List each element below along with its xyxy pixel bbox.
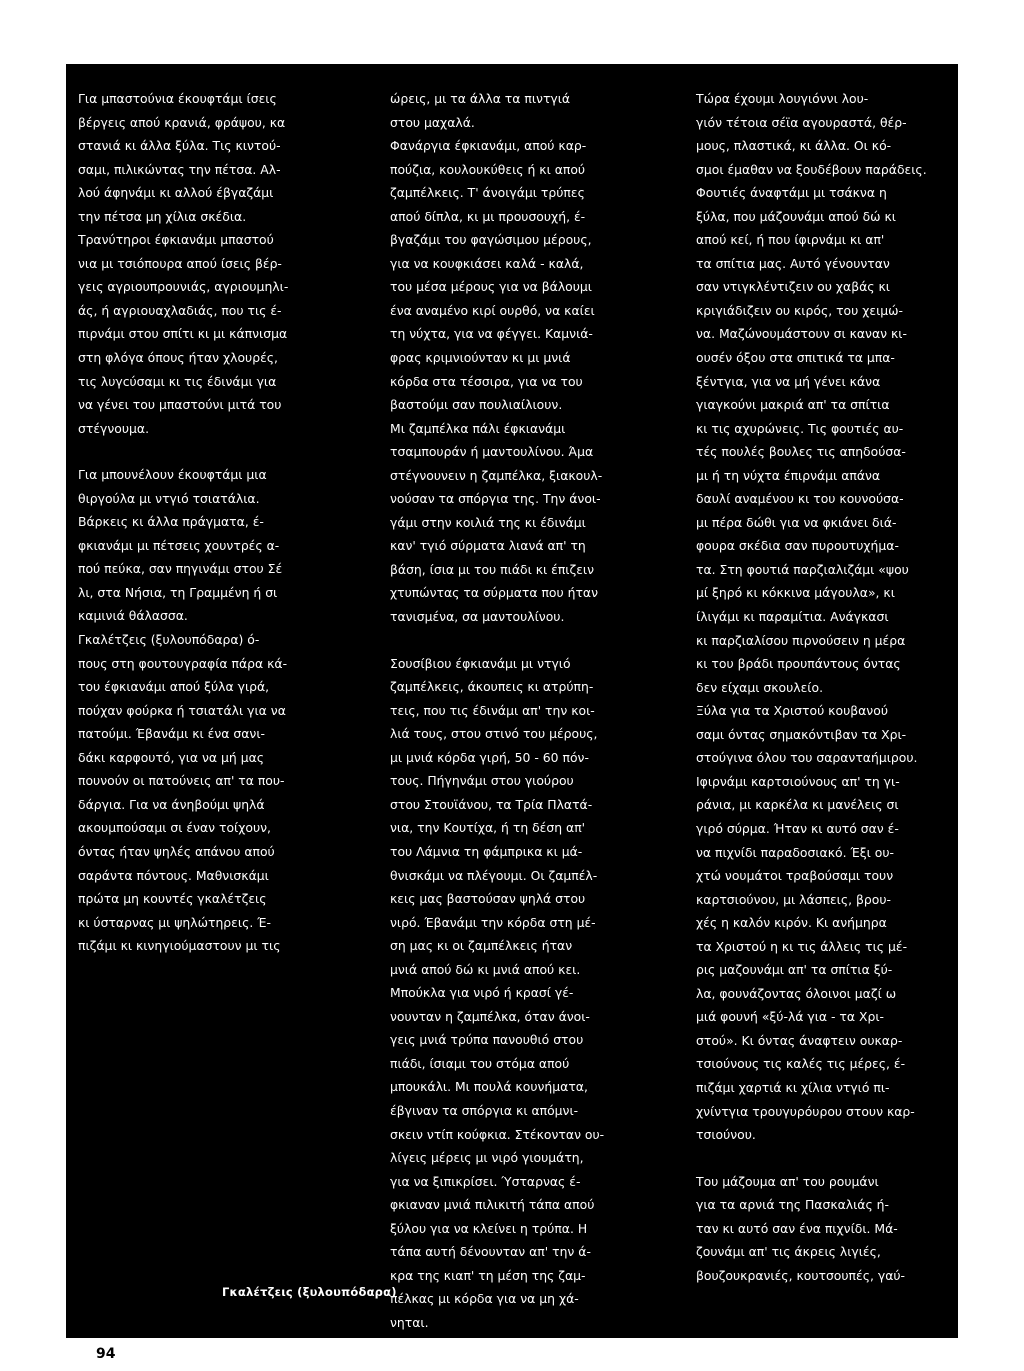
paragraph: Φανάργια έφκιανάμι, απού καρ- πούζια, κουλουκύθεις ή κι απού ζαμπέλκεις. Τ' άνοιγάμι τρύπες απού δίπλα, κι μι προυσουχή, έ- βγαζάμι του φαγώσιμου μέρους, για να κουφκιάσει καλά - καλά, του μέσα μέρους για να βάλουμι ένα αναμένο κιρί ουρθό, να καίει τη νύχτα, για να φέγγει. Καμνιά- φρας κριμνιούνταν κι μι μνιά κόρδα στα τέσσιρα, για να του βαστούμι σαν πουλιαίλιουν. bbox=[390, 138, 595, 413]
paragraph: Για μπουνέλουν έκουφτάμι μια θιργούλα μι ντγιό τσιατάλια. bbox=[78, 467, 267, 506]
paragraph: Ιφιρνάμι καρτσιούνους απ' τη γι- ράνια, μι καρκέλα κι μανέλεις σι γιρό σύρμα. Ήταν κι αυτό σαν έ- να πιχνίδι παραδοσιακό. Έξι ου- χτώ νουμάτοι τραβούσαμι τουν καρτσιούνου, μι λάσπεις, βρου- χές η καλόν κιρόν. Κι ανήμηρα τα Χριστού η κι τις άλλεις τις μέ- ρις μαζουνάμι απ' τα σπίτια ξύ- λα, φουνάζοντας όλοινοι μαζί ω μιά φουνή «ξύ-λά για - τα Χρι- στού». Κι όντας άναφτειν ουκαρ- τσιούνους τις καλές τις μέρες, έ- πιζάμι χαρτιά κι χίλια ντγιό πι- χνίντγια τρουγυρόυρου στουν καρ- τσιούνου. bbox=[696, 773, 915, 1143]
paragraph: Φουτιές άναφτάμι μι τσάκνα η ξύλα, που μάζουνάμι απού δώ κι απού κεί, ή που ίφιρνάμι κι απ' τα σπίτια μας. Αυτό γένουνταν σαν ντιγκλέντιζειν ου χαβάς κι κριγιάδιζειν ου κιρός, του χειμώ- να. Μαζώνουμάστουν σι καναν κι- ουσέν όξου στα σπιτικά τα μπα- ξέντγια, για να μή γένει κάνα γιαγκούνι μακριά απ' τα σπίτια κι τις αχυρώνεις. Τις φουτιές αυ- τές πουλές βουλες τις απηδούσα- μι ή τη νύχτα έπιρνάμι απάνα δαυλί αναμένου κι του κουνούσα- μι πέρα δώθι για να φκιάνει διά- φουρα σκέδια σαν πυρουτυχήμα- τα. Στη φουτιά παρζιαλιζάμι «ψου μί ξηρό κι κόκκινα μάγουλα», κι ίλιγάμι κι παραμίτια. Ανάγκασι κι παρζιαλίσου πιρνούσειν η μέρα κι του βράδι προυπάντους όντας δεν είχαμι σκουλείο. bbox=[696, 185, 909, 695]
paragraph: ώρεις, μι τα άλλα τα πιντγιά στου μαχαλά. bbox=[390, 91, 571, 130]
paragraph: Τρανύτηροι έφκιανάμι μπαστού νια μι τσιόπουρα απού ίσεις βέρ- γεις αγριουπρουνιάς, αγριουμηλι- άς, ή αγριουαχλαδιάς, που τις έ- πιρνάμι στου σπίτι κι μι κάπνισμα στη φλόγα όπους ήταν χλουρές, τις λυγcύσαμι κι τις έδινάμι για να γένει του μπαστούνι μιτά του στέγνουμα. bbox=[78, 232, 289, 436]
text-column-2 bbox=[390, 87, 674, 1334]
paragraph: Μπούκλα για νιρό ή κρασί γέ- νουνταν η ζαμπέλκα, όταν άνοι- γεις μνιά τρύπα πανουθιό στου πιάδι, ίσιαμι του στόμα απού μπουκάλι. Μι πουλά κουνήματα, έβγιναν τα σπόργια κι απόμνι- σκειν ντίπ κούφκια. Στέκονταν ου- λίγεις μέρεις μι νιρό γιουμάτη, για να ξιπικρίσει. Ύσταρνας έ- φκιαναν μνιά πιλικιτή τάπα απού ξύλου για να κλείνει η τρύπα. Η τάπα αυτή δένουνταν απ' την ά- κρα της κιαπ' τη μέση της ζαμ- πέλκας μι κόρδα για να μη χά- νηται. bbox=[390, 985, 605, 1330]
paragraph: Ξύλα για τα Χριστού κουβανού σαμι όντας σημακόντιβαν τα Χρι- στούγινα όλου του σαρανταήμιρου. bbox=[696, 703, 918, 766]
paragraph: Μι ζαμπέλκα πάλι έφκιανάμι τσαμπουράν ή μαντουλίνου. Άμα στέγνουνειν η ζαμπέλκα, ξιακουλ- νούσαν τα σπόργια της. Την άνοι- γάμι στην κοιλιά της κι έδινάμι καν' τγιό σύρματα λιανά απ' τη βάση, ίσια μι του πιάδι κι έπιζειν χτυπώντας τα σύρματα που ήταν τανισμένα, σα μαντουλίνου. bbox=[390, 420, 603, 625]
photo-caption: Γκαλέτζεις (ξυλουπόδαρα) bbox=[222, 1285, 397, 1299]
page-number: 94 bbox=[96, 1346, 116, 1362]
text-column-3 bbox=[696, 87, 958, 1287]
text-column-1 bbox=[78, 87, 352, 958]
paragraph: Βάρκεις κι άλλα πράγματα, έ- φκιανάμι μι πέτσεις χουντρές α- πού πεύκα, σαν πηγινάμι στου Σέ λι, στα Νήσια, τη Γραμμένη ή σι καμινιά θάλασσα. bbox=[78, 514, 283, 624]
paragraph: Τώρα έχουμι λουγιόννι λου- γιόν τέτοια σέϊα αγουραστά, θέρ- μους, πλαστικά, κι άλλα. Οι κό- σμοι έμαθαν να ξουδέβουν παράδεις. bbox=[696, 91, 927, 177]
paragraph: Γκαλέτζεις (ξυλουπόδαρα) ό- πους στη φουτουγραφία πάρα κά- του έφκιανάμι απού ξύλα γιρά, πούχαν φούρκα ή τσιατάλι για να πατούμι. Έβανάμι κι ένα σανι- δάκι καρφουτό, για να μή μας πουνούν οι πατούνεις απ' τα που- δάργια. Για να άνηβούμι ψηλά ακουμπούσαμι σι έναν τοίχουν, όντας ήταν ψηλές απάνου απού σαράντα πόντους. Μαθνισκάμι πρώτα μη κουντές γκαλέτζεις κι ύσταρνας μι ψηλώτηρεις. Έ- πιζάμι κι κινηγιούμαστουν μι τις bbox=[78, 632, 288, 954]
paragraph: Του μάζουμα απ' του ρουμάνι για τα αρνιά της Πασκαλιάς ή- ταν κι αυτό σαν ένα πιχνίδι. Μά- ζουνάμι απ' τις άκρεις λιγιές, βουζουκρανιές, κουτσουπές, γαύ- bbox=[696, 1173, 906, 1283]
paragraph: Σουσίβιου έφκιανάμι μι ντγιό ζαμπέλκεις, άκουπεις κι ατρύπη- τεις, που τις έδινάμι απ' την κοι- λιά τους, στου στινό του μέρους, μι μνιά κόρδα γιρή, 50 - 60 πόν- τους. Πήγηνάμι στου γιούρου στου Στουϊάνου, τα Τρία Πλατά- νια, την Κουτίχα, ή τη δέση απ' του Λάμνια τη φάμπρικα κι μά- θνισκάμι να πλέγουμι. Οι ζαμπέλ- κεις μας βαστούσαν ψηλά στου νιρό. Έβανάμι την κόρδα στη μέ- ση μας κι οι ζαμπέλκεις ήταν μνιά απού δώ κι μνιά απού κει. bbox=[390, 655, 598, 977]
paragraph: Για μπαστούνια έκουφτάμι ίσεις βέργεις απού κρανιά, φράψου, κα στανιά κι άλλα ξύλα. Τις κιντού- σαμι, πιλικώντας την πέτσα. Αλ- λού άφηνάμι κι αλλού έβγαζάμι την πέτσα μη χίλια σκέδια. bbox=[78, 91, 286, 224]
